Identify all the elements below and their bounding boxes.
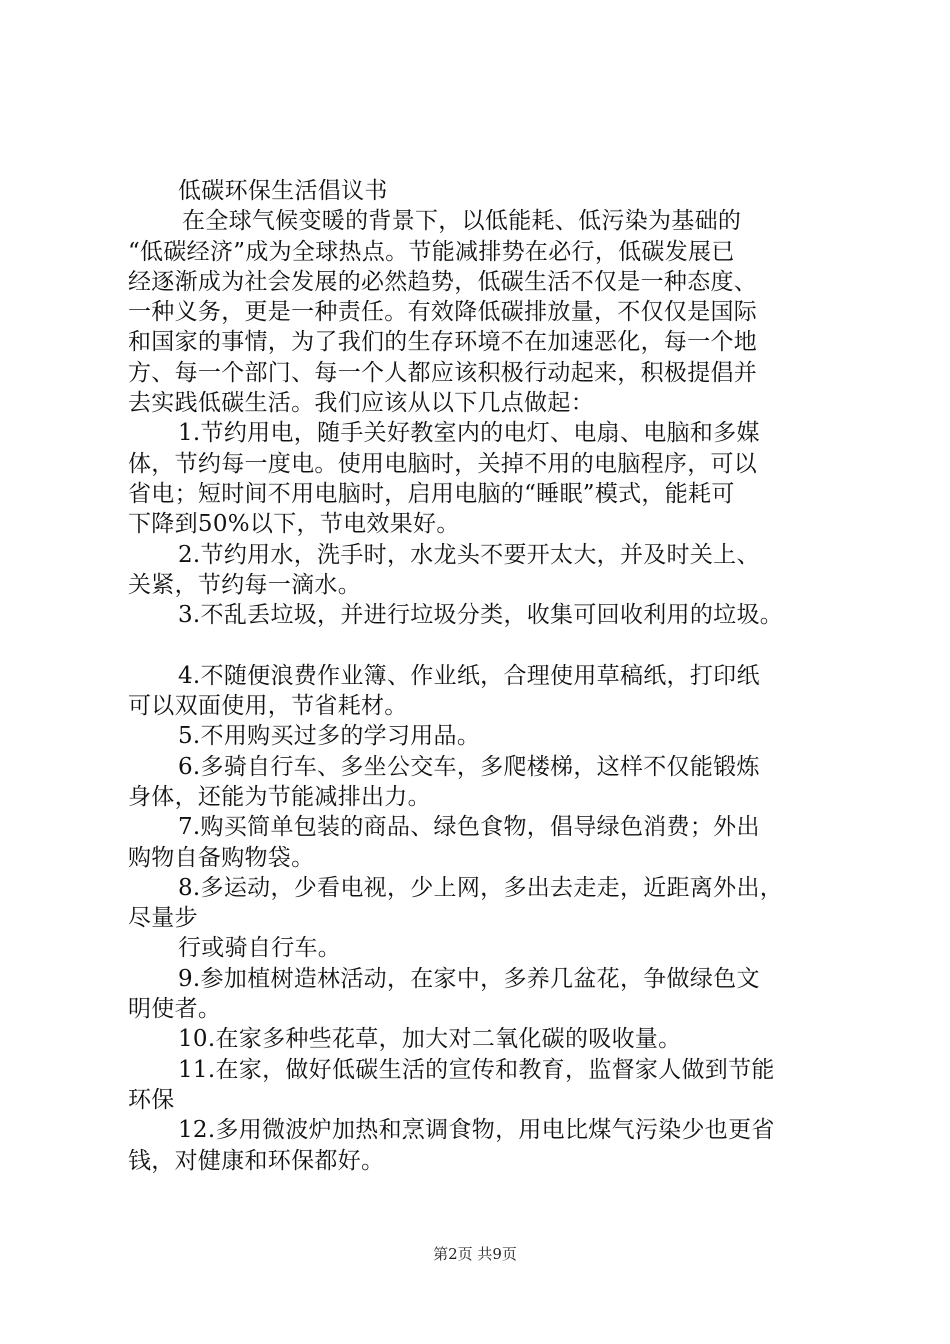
document-title: 低碳环保生活倡议书 [178, 178, 388, 204]
list-item-11-continued: 环保 [128, 1086, 175, 1113]
intro-line: “低碳经济”成为全球热点。节能减排势在必行，低碳发展已 [128, 238, 735, 265]
intro-line: 一种义务，更是一种责任。有效降低碳排放量，不仅仅是国际 [128, 299, 758, 326]
list-item-2: 2.节约用水，洗手时，水龙头不要开太大，并及时关上、 [178, 541, 760, 568]
intro-line: 去实践低碳生活。我们应该从以下几点做起： [128, 390, 594, 417]
list-item-8-wrapped: 行或骑自行车。 [178, 935, 342, 962]
intro-line: 在全球气候变暖的背景下，以低能耗、低污染为基础的 [182, 208, 742, 235]
list-item-6-continued: 身体，还能为节能减排出力。 [128, 783, 431, 810]
list-item-9: 9.参加植树造林活动，在家中，多养几盆花，争做绿色文 [178, 965, 760, 992]
list-item-12: 12.多用微波炉加热和烹调食物，用电比煤气污染少也更省 [178, 1117, 775, 1144]
list-item-11: 11.在家，做好低碳生活的宣传和教育，监督家人做到节能 [178, 1056, 775, 1083]
list-item-7-continued: 购物自备购物袋。 [128, 844, 315, 871]
list-item-7: 7.购买简单包装的商品、绿色食物，倡导绿色消费；外出 [178, 814, 760, 841]
document-body [128, 176, 836, 1176]
list-item-12-continued: 钱，对健康和环保都好。 [128, 1147, 385, 1174]
list-item-4: 4.不随便浪费作业簿、作业纸，合理使用草稿纸，打印纸 [178, 662, 760, 689]
list-item-1-continued: 省电；短时间不用电脑时，启用电脑的“睡眠”模式，能耗可 [128, 480, 735, 507]
list-item-8-continued: 尽量步 [128, 905, 198, 932]
list-item-1-continued: 下降到50%以下，节电效果好。 [128, 511, 460, 538]
intro-line: 经逐渐成为社会发展的必然趋势，低碳生活不仅是一种态度、 [128, 268, 758, 295]
list-item-6: 6.多骑自行车、多坐公交车，多爬楼梯，这样不仅能锻炼 [178, 753, 760, 780]
list-item-8: 8.多运动，少看电视，少上网，多出去走走，近距离外出， [178, 874, 784, 901]
list-item-5: 5.不用购买过多的学习用品。 [178, 723, 481, 750]
blank-line [128, 630, 836, 660]
intro-line: 方、每一个部门、每一个人都应该积极行动起来，积极提倡并 [128, 359, 758, 386]
list-item-1: 1.节约用电，随手关好教室内的电灯、电扇、电脑和多媒 [178, 420, 760, 447]
list-item-9-continued: 明使者。 [128, 996, 222, 1023]
intro-line: 和国家的事情，为了我们的生存环境不在加速恶化，每一个地 [128, 329, 758, 356]
list-item-1-continued: 体，节约每一度电。使用电脑时，关掉不用的电脑程序，可以 [128, 450, 758, 477]
list-item-4-continued: 可以双面使用，节省耗材。 [128, 693, 408, 720]
list-item-2-continued: 关紧，节约每一滴水。 [128, 571, 361, 598]
list-item-10: 10.在家多种些花草，加大对二氧化碳的吸收量。 [178, 1026, 682, 1053]
list-item-3: 3.不乱丢垃圾，并进行垃圾分类，收集可回收利用的垃圾。 [178, 602, 784, 629]
page-number-footer: 第2页 共9页 [433, 1245, 517, 1263]
